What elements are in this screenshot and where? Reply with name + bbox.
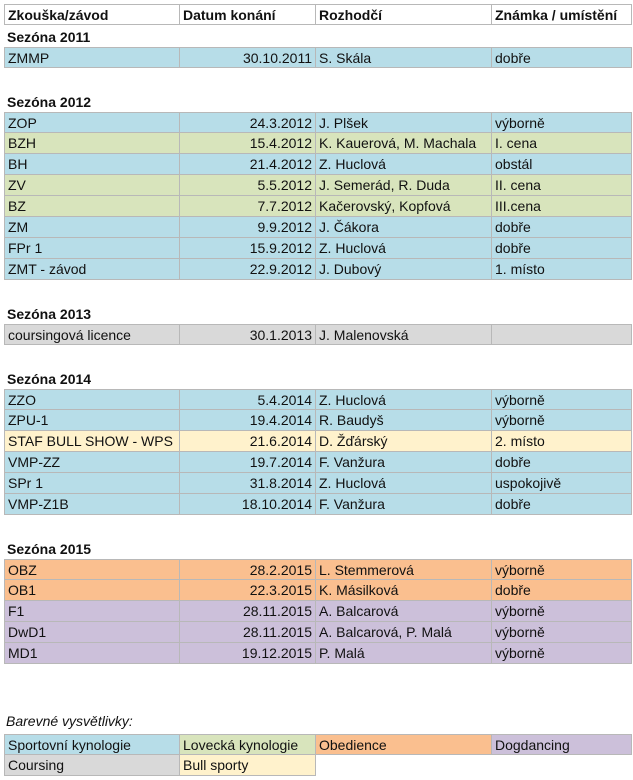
result-cell: II. cena	[492, 175, 632, 196]
judge-cell: P. Malá	[316, 643, 492, 664]
spacer-cell	[4, 515, 632, 537]
result-cell: dobře	[492, 217, 632, 238]
date-cell: 21.4.2012	[180, 154, 316, 175]
color-legend	[4, 734, 632, 776]
exam-cell: SPr 1	[4, 473, 180, 494]
exam-cell: ZV	[4, 175, 180, 196]
judge-cell: J. Čákora	[316, 217, 492, 238]
exam-cell: ZZO	[4, 389, 180, 410]
judge-cell: K. Kauerová, M. Machala	[316, 133, 492, 154]
date-cell: 24.3.2012	[180, 112, 316, 133]
judge-cell: S. Skála	[316, 47, 492, 68]
result-cell: dobře	[492, 452, 632, 473]
legend-item-coursing: Coursing	[4, 755, 180, 776]
judge-cell: J. Dubový	[316, 259, 492, 280]
legend-empty-cell	[316, 755, 492, 776]
judge-cell: K. Másilková	[316, 580, 492, 601]
judge-cell: D. Žďárský	[316, 431, 492, 452]
exam-cell: OBZ	[4, 559, 180, 580]
exam-cell: ZM	[4, 217, 180, 238]
exam-cell: OB1	[4, 580, 180, 601]
spacer-cell	[4, 345, 632, 367]
result-cell: výborně	[492, 643, 632, 664]
legend-item-dogdancing: Dogdancing	[492, 734, 632, 755]
legend-item-hunting: Lovecká kynologie	[180, 734, 316, 755]
result-cell: dobře	[492, 580, 632, 601]
exam-cell: coursingová licence	[4, 324, 180, 345]
date-cell: 18.10.2014	[180, 494, 316, 515]
judge-cell: Z. Huclová	[316, 473, 492, 494]
date-cell: 5.5.2012	[180, 175, 316, 196]
date-cell: 7.7.2012	[180, 196, 316, 217]
spacer-cell	[4, 68, 632, 90]
date-cell: 15.4.2012	[180, 133, 316, 154]
judge-cell: R. Baudyš	[316, 410, 492, 431]
date-cell: 28.11.2015	[180, 622, 316, 643]
date-cell: 30.1.2013	[180, 324, 316, 345]
exam-cell: VMP-ZZ	[4, 452, 180, 473]
header-date: Datum konání	[180, 4, 316, 25]
legend-empty-cell	[492, 755, 632, 776]
exam-cell: BZ	[4, 196, 180, 217]
date-cell: 5.4.2014	[180, 389, 316, 410]
result-cell: III.cena	[492, 196, 632, 217]
result-cell: výborně	[492, 389, 632, 410]
exam-cell: ZMT - závod	[4, 259, 180, 280]
judge-cell: F. Vanžura	[316, 494, 492, 515]
judge-cell: Z. Huclová	[316, 389, 492, 410]
date-cell: 22.9.2012	[180, 259, 316, 280]
result-cell: výborně	[492, 601, 632, 622]
exam-cell: FPr 1	[4, 238, 180, 259]
exam-cell: ZPU-1	[4, 410, 180, 431]
legend-item-obedience: Obedience	[316, 734, 492, 755]
result-cell: dobře	[492, 238, 632, 259]
exam-cell: BZH	[4, 133, 180, 154]
legend-item-bull: Bull sporty	[180, 755, 316, 776]
judge-cell: A. Balcarová	[316, 601, 492, 622]
header-exam: Zkouška/závod	[4, 4, 180, 25]
judge-cell: Z. Huclová	[316, 238, 492, 259]
results-table	[4, 4, 632, 664]
result-cell: obstál	[492, 154, 632, 175]
exam-cell: F1	[4, 601, 180, 622]
exam-cell: ZMMP	[4, 47, 180, 68]
result-cell: výborně	[492, 410, 632, 431]
result-cell: dobře	[492, 494, 632, 515]
header-judge: Rozhodčí	[316, 4, 492, 25]
exam-cell: BH	[4, 154, 180, 175]
header-result: Známka / umístění	[492, 4, 632, 25]
result-cell: uspokojivě	[492, 473, 632, 494]
exam-cell: DwD1	[4, 622, 180, 643]
exam-cell: ZOP	[4, 112, 180, 133]
season-title: Sezóna 2014	[7, 371, 92, 387]
season-title: Sezóna 2012	[7, 94, 92, 110]
date-cell: 19.4.2014	[180, 410, 316, 431]
result-cell: dobře	[492, 47, 632, 68]
judge-cell: J. Semerád, R. Duda	[316, 175, 492, 196]
date-cell: 31.8.2014	[180, 473, 316, 494]
date-cell: 21.6.2014	[180, 431, 316, 452]
exam-cell: STAF BULL SHOW - WPS	[4, 431, 180, 452]
season-title: Sezóna 2013	[7, 306, 92, 322]
result-cell: výborně	[492, 559, 632, 580]
judge-cell: Kačerovský, Kopfová	[316, 196, 492, 217]
date-cell: 9.9.2012	[180, 217, 316, 238]
legend-title: Barevné vysvětlivky:	[6, 713, 133, 729]
date-cell: 19.12.2015	[180, 643, 316, 664]
result-cell: výborně	[492, 112, 632, 133]
date-cell: 28.11.2015	[180, 601, 316, 622]
result-cell: 2. místo	[492, 431, 632, 452]
result-cell	[492, 324, 632, 345]
judge-cell: J. Plšek	[316, 112, 492, 133]
judge-cell: L. Stemmerová	[316, 559, 492, 580]
judge-cell: J. Malenovská	[316, 324, 492, 345]
date-cell: 28.2.2015	[180, 559, 316, 580]
exam-cell: MD1	[4, 643, 180, 664]
result-cell: I. cena	[492, 133, 632, 154]
result-cell: 1. místo	[492, 259, 632, 280]
date-cell: 30.10.2011	[180, 47, 316, 68]
judge-cell: Z. Huclová	[316, 154, 492, 175]
legend-item-sport: Sportovní kynologie	[4, 734, 180, 755]
exam-cell: VMP-Z1B	[4, 494, 180, 515]
judge-cell: A. Balcarová, P. Malá	[316, 622, 492, 643]
date-cell: 15.9.2012	[180, 238, 316, 259]
judge-cell: F. Vanžura	[316, 452, 492, 473]
spacer-cell	[4, 280, 632, 302]
season-title: Sezóna 2015	[7, 541, 92, 557]
date-cell: 19.7.2014	[180, 452, 316, 473]
season-title: Sezóna 2011	[7, 29, 91, 45]
result-cell: výborně	[492, 622, 632, 643]
date-cell: 22.3.2015	[180, 580, 316, 601]
